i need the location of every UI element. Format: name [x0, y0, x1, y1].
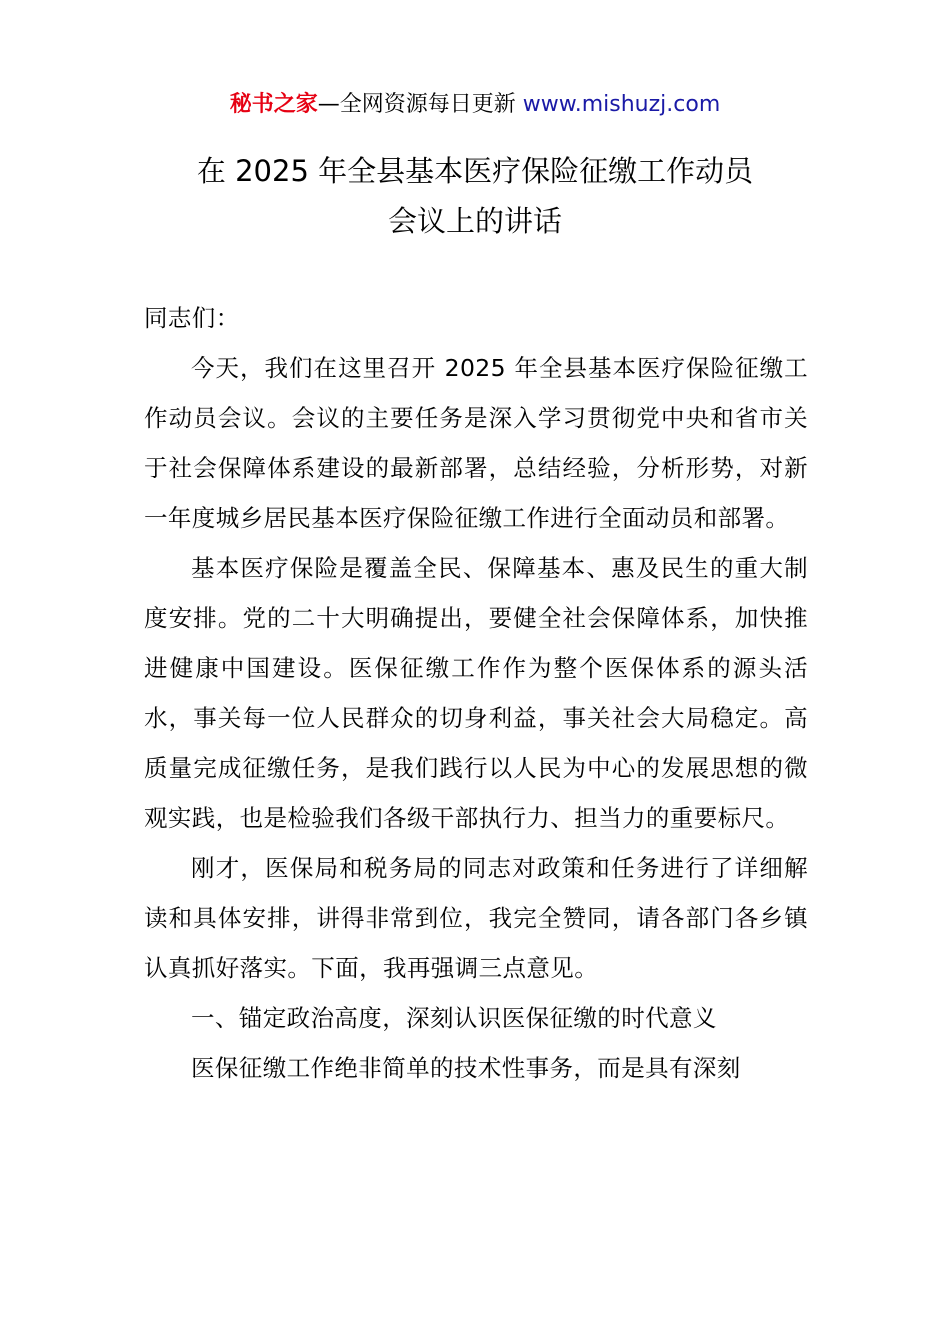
document-title — [0, 146, 950, 246]
site-header — [0, 88, 950, 122]
paragraph-3: 刚才，医保局和税务局的同志对政策和任务进行了详细解读和具体安排，讲得非常到位，我完全赞同，请各部门各乡镇认真抓好落实。下面，我再强调三点意见。 — [144, 854, 808, 982]
title-line-1: 在 2025 年全县基本医疗保险征缴工作动员 — [196, 154, 754, 188]
title-line-2: 会议上的讲话 — [387, 204, 562, 238]
document-body — [144, 293, 808, 1093]
paragraph-4: 医保征缴工作绝非简单的技术性事务，而是具有深刻 — [191, 1054, 741, 1082]
paragraph-2: 基本医疗保险是覆盖全民、保障基本、惠及民生的重大制度安排。党的二十大明确提出，要健全社会保障体系，加快推进健康中国建设。医保征缴工作作为整个医保体系的源头活水，事关每一位人民群众的切身利益，事关社会大局稳定。高质量完成征缴任务，是我们践行以人民为中心的发展思想的微观实践，也是检验我们各级干部执行力、担当力的重要标尺。 — [144, 554, 808, 832]
site-url-link[interactable]: www.mishuzj.com — [522, 92, 721, 117]
paragraph-1: 今天，我们在这里召开 2025 年全县基本医疗保险征缴工作动员会议。会议的主要任务是深入学习贯彻党中央和省市关于社会保障体系建设的最新部署，总结经验，分析形势，对新一年度城乡居民基本医疗保险征缴工作进行全面动员和部署。 — [144, 354, 808, 532]
site-tagline: —全网资源每日更新 — [317, 92, 523, 117]
site-brand: 秘书之家 — [229, 92, 318, 117]
section-heading-1: 一、锚定政治高度，深刻认识医保征缴的时代意义 — [191, 1004, 717, 1032]
salutation: 同志们： — [144, 304, 240, 332]
